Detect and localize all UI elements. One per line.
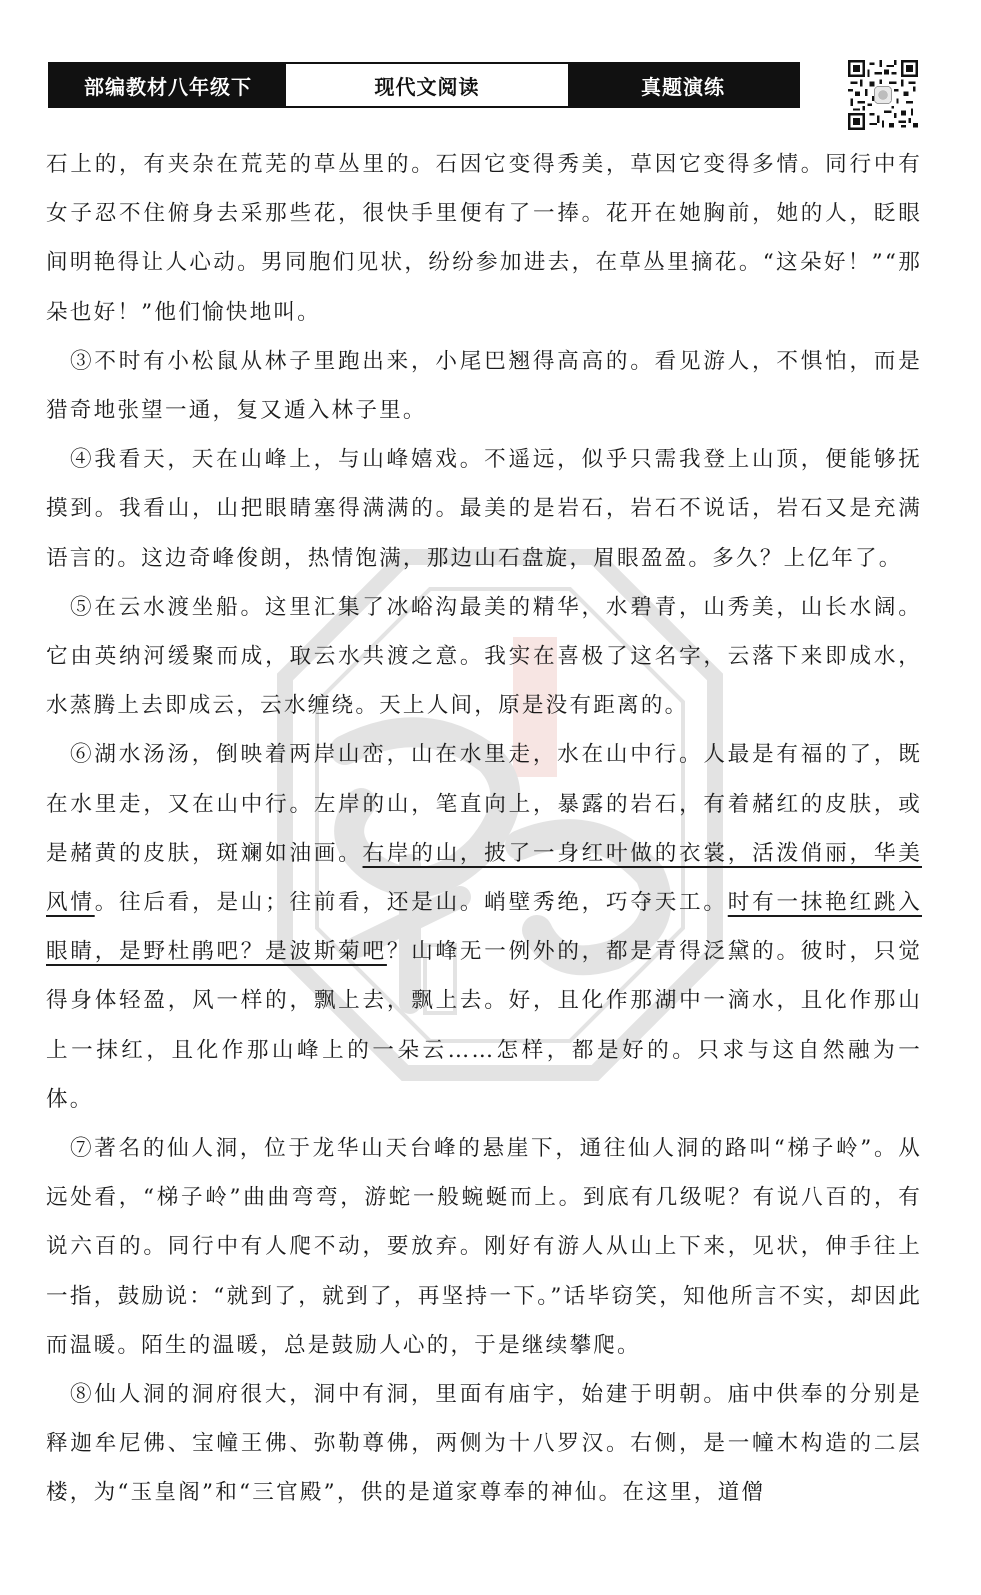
- text-segment: ？山峰无一例外的，都是青得泛黛的。彼时，只觉得身体轻盈，风一样的，飘上去，飘上去。好，且化作那湖中一滴水，且化作那山上一抹红，且化作那山峰上的一朵云……怎样，都是好的。只求与这自然融为一体。: [46, 939, 922, 1112]
- underlined-sentence: 右岸的山，披了一身红叶做的衣裳，活泼俏丽，华美风情: [46, 840, 922, 916]
- text-segment: ③不时有小松鼠从林子里跑出来，小尾巴翘得高高的。看见游人，不惧怕，而是猎奇地张望一通，复又遁入林子里。: [46, 348, 922, 424]
- paragraph: [46, 140, 922, 337]
- qr-code-icon: [848, 60, 918, 130]
- text-segment: 。往后看，是山；往前看，还是山。峭壁秀绝，巧夺天工。: [94, 890, 728, 916]
- paragraph: [46, 1124, 922, 1370]
- article-body: [46, 140, 922, 1518]
- paragraph: [46, 1370, 922, 1518]
- text-segment: ⑤在云水渡坐船。这里汇集了冰峪沟最美的精华，水碧青，山秀美，山长水阔。它由英纳河缓聚而成，取云水共渡之意。我实在喜极了这名字，云落下来即成水，水蒸腾上去即成云，云水缠绕。天上人间，原是没有距离的。: [46, 594, 922, 719]
- paragraph: [46, 730, 922, 1124]
- header-bar: [48, 62, 800, 108]
- header-exercise-label: 真题演练: [568, 64, 798, 106]
- header-grade-label: 部编教材八年级下: [50, 64, 286, 106]
- underlined-sentence: 时有一抹艳红跳入眼睛，是野杜鹃吧？是波斯菊吧: [46, 890, 922, 965]
- text-segment: 石上的，有夹杂在荒芜的草丛里的。石因它变得秀美，草因它变得多情。同行中有女子忍不住俯身去采那些花，很快手里便有了一捧。花开在她胸前，她的人，眨眼间明艳得让人心动。男同胞们见状，纷纷参加进去，在草丛里摘花。“这朵好！”“那朵也好！”他们愉快地叫。: [46, 152, 922, 325]
- text-segment: ④我看天，天在山峰上，与山峰嬉戏。不遥远，似乎只需我登上山顶，便能够抚摸到。我看山，山把眼睛塞得满满的。最美的是岩石，岩石不说话，岩石又是充满语言的。这边奇峰俊朗，热情饱满，那边山石盘旋，眉眼盈盈。多久？上亿年了。: [46, 447, 922, 571]
- paragraph: [46, 337, 922, 435]
- paragraph: [46, 435, 922, 583]
- paragraph: [46, 583, 922, 731]
- text-segment: ⑥湖水汤汤，倒映着两岸山峦，山在水里走，水在山中行。人最是有福的了，既在水里走，又在山中行。左岸的山，笔直向上，暴露的岩石，有着赭红的皮肤，或是赭黄的皮肤，斑斓如油画。: [46, 742, 922, 866]
- text-segment: ⑧仙人洞的洞府很大，洞中有洞，里面有庙宇，始建于明朝。庙中供奉的分别是释迦牟尼佛、宝幢王佛、弥勒尊佛，两侧为十八罗汉。右侧，是一幢木构造的二层楼，为“玉皇阁”和“三官殿”，供的是道家尊奉的神仙。在这里，道僧: [46, 1382, 922, 1506]
- header-section-title: 现代文阅读: [286, 64, 568, 106]
- text-segment: ⑦著名的仙人洞，位于龙华山天台峰的悬崖下，通往仙人洞的路叫“梯子岭”。从远处看，“梯子岭”曲曲弯弯，游蛇一般蜿蜒而上。到底有几级呢？有说八百的，有说六百的。同行中有人爬不动，要放弃。刚好有游人从山上下来，见状，伸手往上一指，鼓励说：“就到了，就到了，再坚持一下。”话毕窃笑，知他所言不实，却因此而温暖。陌生的温暖，总是鼓励人心的，于是继续攀爬。: [46, 1136, 922, 1358]
